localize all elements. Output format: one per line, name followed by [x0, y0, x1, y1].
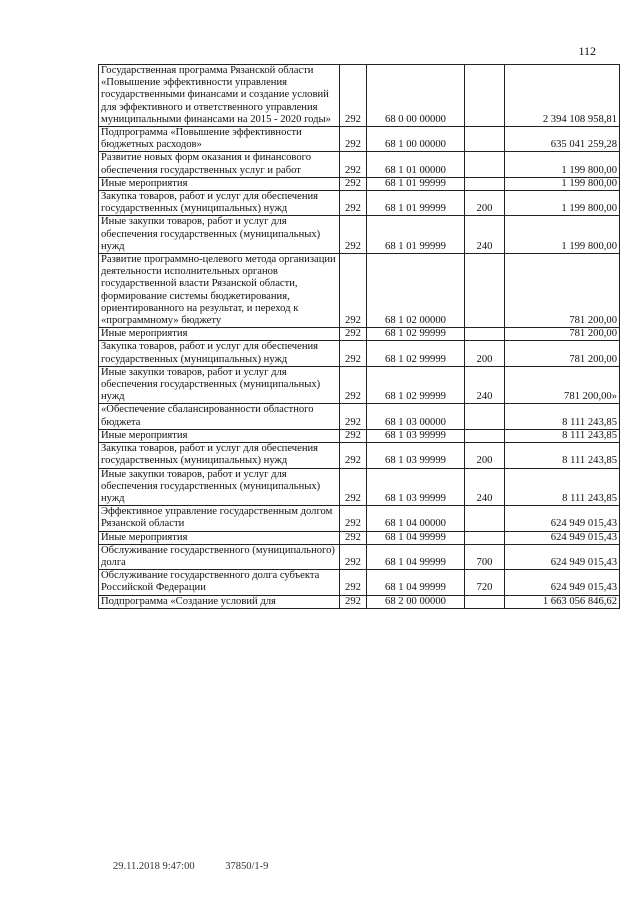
- table-row: [99, 341, 620, 366]
- cell-vr: 240: [465, 366, 505, 404]
- cell-vr: [465, 429, 505, 442]
- table-row: [99, 506, 620, 531]
- cell-sum: 624 949 015,43: [505, 544, 620, 569]
- cell-csr: 68 1 03 99999: [367, 443, 465, 468]
- cell-csr: 68 1 01 99999: [367, 191, 465, 216]
- cell-name: «Обеспечение сбалансированности областного бюджета: [99, 404, 340, 429]
- cell-sum: 1 663 056 846,62: [505, 595, 620, 608]
- cell-vr: 200: [465, 443, 505, 468]
- footer-timestamp: 29.11.2018 9:47:00: [113, 861, 195, 872]
- cell-name: Иные закупки товаров, работ и услуг для обеспечения государственных (муниципальных) нужд: [99, 216, 340, 254]
- cell-ved: 292: [340, 570, 367, 595]
- cell-name: Эффективное управление государственным долгом Рязанской области: [99, 506, 340, 531]
- cell-sum: 1 199 800,00: [505, 216, 620, 254]
- table-row: [99, 468, 620, 506]
- cell-csr: 68 1 03 99999: [367, 468, 465, 506]
- cell-vr: 200: [465, 341, 505, 366]
- cell-ved: 292: [340, 65, 367, 127]
- cell-csr: 68 1 01 99999: [367, 216, 465, 254]
- cell-sum: 781 200,00: [505, 328, 620, 341]
- cell-ved: 292: [340, 341, 367, 366]
- cell-csr: 68 2 00 00000: [367, 595, 465, 608]
- cell-sum: 1 199 800,00: [505, 152, 620, 177]
- cell-ved: 292: [340, 443, 367, 468]
- cell-vr: 200: [465, 191, 505, 216]
- cell-ved: 292: [340, 544, 367, 569]
- cell-sum: 624 949 015,43: [505, 570, 620, 595]
- table-row: [99, 544, 620, 569]
- cell-ved: 292: [340, 127, 367, 152]
- table-row: [99, 216, 620, 254]
- cell-sum: 1 199 800,00: [505, 191, 620, 216]
- table-row: [99, 328, 620, 341]
- cell-ved: 292: [340, 254, 367, 328]
- table-row: [99, 595, 620, 608]
- cell-sum: 781 200,00: [505, 254, 620, 328]
- cell-vr: [465, 404, 505, 429]
- cell-sum: 1 199 800,00: [505, 177, 620, 190]
- cell-name: Иные мероприятия: [99, 429, 340, 442]
- table-row: [99, 531, 620, 544]
- cell-sum: 8 111 243,85: [505, 429, 620, 442]
- cell-ved: 292: [340, 328, 367, 341]
- cell-csr: 68 1 04 99999: [367, 570, 465, 595]
- cell-ved: 292: [340, 531, 367, 544]
- cell-name: Иные закупки товаров, работ и услуг для обеспечения государственных (муниципальных) нужд: [99, 468, 340, 506]
- cell-sum: 624 949 015,43: [505, 506, 620, 531]
- cell-sum: 2 394 108 958,81: [505, 65, 620, 127]
- cell-sum: 635 041 259,28: [505, 127, 620, 152]
- cell-name: Иные закупки товаров, работ и услуг для обеспечения государственных (муниципальных) нужд: [99, 366, 340, 404]
- budget-table: [98, 64, 620, 609]
- cell-name: Закупка товаров, работ и услуг для обеспечения государственных (муниципальных) нужд: [99, 341, 340, 366]
- cell-vr: [465, 127, 505, 152]
- cell-name: Подпрограмма «Повышение эффективности бюджетных расходов»: [99, 127, 340, 152]
- cell-name: Подпрограмма «Создание условий для: [99, 595, 340, 608]
- cell-vr: 240: [465, 216, 505, 254]
- table-row: [99, 65, 620, 127]
- cell-vr: 700: [465, 544, 505, 569]
- cell-sum: 8 111 243,85: [505, 468, 620, 506]
- cell-vr: [465, 177, 505, 190]
- cell-ved: 292: [340, 191, 367, 216]
- cell-vr: [465, 65, 505, 127]
- cell-name: Развитие программно-целевого метода организации деятельности исполнительных органов государственной власти Рязанской области, формирование системы бюджетирования, ориентированного на результат, и переход к «программному» бюджету: [99, 254, 340, 328]
- cell-name: Обслуживание государственного долга субъекта Российской Федерации: [99, 570, 340, 595]
- cell-vr: [465, 506, 505, 531]
- table-row: [99, 429, 620, 442]
- cell-name: Иные мероприятия: [99, 531, 340, 544]
- cell-name: Развитие новых форм оказания и финансового обеспечения государственных услуг и работ: [99, 152, 340, 177]
- cell-csr: 68 1 02 99999: [367, 341, 465, 366]
- table-row: [99, 127, 620, 152]
- cell-vr: [465, 152, 505, 177]
- cell-name: Закупка товаров, работ и услуг для обеспечения государственных (муниципальных) нужд: [99, 191, 340, 216]
- cell-sum: 8 111 243,85: [505, 443, 620, 468]
- cell-ved: 292: [340, 216, 367, 254]
- table-row: [99, 443, 620, 468]
- cell-name: Государственная программа Рязанской области «Повышение эффективности управления государственными финансами и создание условий для эффективного и ответственного управления муниципальными финансами на 2015 - 2020 годы»: [99, 65, 340, 127]
- cell-ved: 292: [340, 404, 367, 429]
- table-row: [99, 191, 620, 216]
- cell-csr: 68 1 04 99999: [367, 544, 465, 569]
- cell-name: Иные мероприятия: [99, 177, 340, 190]
- cell-csr: 68 1 04 99999: [367, 531, 465, 544]
- cell-ved: 292: [340, 152, 367, 177]
- cell-ved: 292: [340, 595, 367, 608]
- cell-name: Закупка товаров, работ и услуг для обеспечения государственных (муниципальных) нужд: [99, 443, 340, 468]
- cell-csr: 68 0 00 00000: [367, 65, 465, 127]
- table-row: [99, 177, 620, 190]
- cell-csr: 68 1 02 00000: [367, 254, 465, 328]
- cell-csr: 68 1 01 99999: [367, 177, 465, 190]
- table-row: [99, 366, 620, 404]
- cell-name: Обслуживание государственного (муниципального) долга: [99, 544, 340, 569]
- table-row: [99, 254, 620, 328]
- footer-doc-code: 37850/1-9: [225, 861, 269, 872]
- page-footer: [113, 861, 296, 872]
- cell-sum: 781 200,00: [505, 341, 620, 366]
- cell-sum: 8 111 243,85: [505, 404, 620, 429]
- cell-csr: 68 1 04 00000: [367, 506, 465, 531]
- table-row: [99, 404, 620, 429]
- cell-vr: [465, 254, 505, 328]
- cell-csr: 68 1 03 99999: [367, 429, 465, 442]
- cell-vr: [465, 328, 505, 341]
- cell-sum: 624 949 015,43: [505, 531, 620, 544]
- table-row: [99, 570, 620, 595]
- cell-name: Иные мероприятия: [99, 328, 340, 341]
- cell-ved: 292: [340, 429, 367, 442]
- cell-vr: [465, 531, 505, 544]
- cell-csr: 68 1 02 99999: [367, 366, 465, 404]
- budget-table-body: [99, 65, 620, 609]
- cell-csr: 68 1 03 00000: [367, 404, 465, 429]
- cell-csr: 68 1 02 99999: [367, 328, 465, 341]
- cell-vr: [465, 595, 505, 608]
- page-number: 112: [578, 44, 596, 58]
- cell-ved: 292: [340, 366, 367, 404]
- cell-ved: 292: [340, 506, 367, 531]
- cell-csr: 68 1 01 00000: [367, 152, 465, 177]
- cell-csr: 68 1 00 00000: [367, 127, 465, 152]
- cell-vr: 240: [465, 468, 505, 506]
- cell-sum: 781 200,00»: [505, 366, 620, 404]
- cell-vr: 720: [465, 570, 505, 595]
- cell-ved: 292: [340, 468, 367, 506]
- table-row: [99, 152, 620, 177]
- cell-ved: 292: [340, 177, 367, 190]
